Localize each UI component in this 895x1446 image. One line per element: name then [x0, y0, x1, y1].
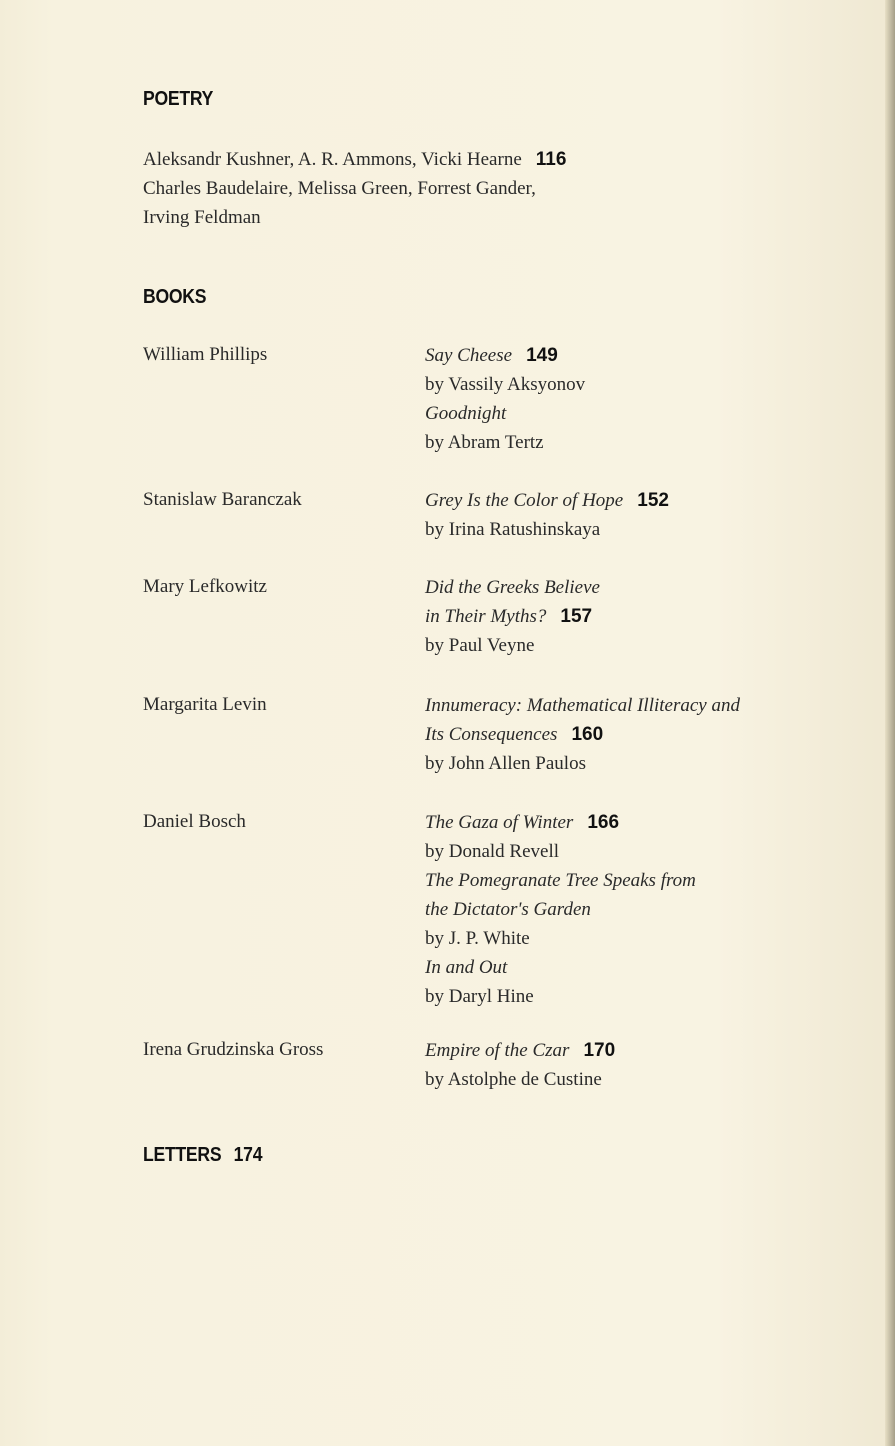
page-edge-shadow: [885, 0, 895, 1446]
book-title: The Gaza of Winter: [425, 812, 574, 833]
review-entries: [425, 573, 600, 660]
book-title-line: [425, 341, 585, 370]
book-author: by Abram Tertz: [425, 432, 544, 453]
books-heading: [143, 286, 206, 309]
reviewer-name: Irena Grudzinska Gross: [143, 1039, 324, 1060]
poetry-heading-label: POETRY: [143, 88, 214, 110]
book-author: by John Allen Paulos: [425, 753, 586, 774]
page-number: 170: [583, 1040, 616, 1061]
book-author: by Donald Revell: [425, 841, 560, 862]
book-title: Did the Greeks Believe: [425, 577, 600, 598]
book-title-line: [425, 602, 600, 631]
page-number: 166: [587, 812, 620, 833]
page-number: 152: [637, 490, 669, 511]
book-author: by Vassily Aksyonov: [425, 374, 586, 395]
book-title: Grey Is the Color of Hope: [425, 490, 624, 511]
poetry-list: [143, 145, 566, 232]
review-entries: [425, 341, 585, 457]
review-entries: [425, 1036, 615, 1094]
poetry-poets-1: Aleksandr Kushner, A. R. Ammons, Vicki Hearne: [143, 149, 522, 170]
reviewer-name: Stanislaw Baranczak: [143, 489, 302, 510]
reviewer-name: William Phillips: [143, 344, 268, 365]
review-entries: [425, 691, 740, 778]
book-author: by Astolphe de Custine: [425, 1069, 602, 1090]
reviewer-name: Mary Lefkowitz: [143, 576, 267, 597]
poetry-line-1: [143, 145, 566, 174]
books-heading-label: BOOKS: [143, 286, 207, 308]
book-title: Say Cheese: [425, 345, 513, 366]
poetry-line-3: Irving Feldman: [143, 207, 261, 228]
book-title-line: [425, 486, 669, 515]
book-title-line: [425, 808, 696, 837]
book-title: Innumeracy: Mathematical Illiteracy and: [425, 695, 740, 716]
book-title: Goodnight: [425, 403, 507, 424]
reviewer-name: Margarita Levin: [143, 694, 267, 715]
book-author: by Paul Veyne: [425, 635, 535, 656]
page-number: 157: [560, 606, 593, 627]
book-title-cont: in Their Myths?: [425, 606, 547, 627]
letters-heading: [143, 1144, 262, 1167]
book-title: The Pomegranate Tree Speaks from: [425, 870, 696, 891]
review-entries: [425, 808, 696, 1011]
book-title: Empire of the Czar: [425, 1040, 570, 1061]
book-title-cont: the Dictator's Garden: [425, 899, 591, 920]
book-title: In and Out: [425, 957, 508, 978]
reviewer-name: Daniel Bosch: [143, 811, 246, 832]
letters-page-number: 174: [233, 1144, 263, 1166]
page-number: 160: [571, 724, 604, 745]
book-author: by Daryl Hine: [425, 986, 534, 1007]
poetry-heading: [143, 88, 213, 111]
book-title-cont: Its Consequences: [425, 724, 558, 745]
page-number: 149: [526, 345, 558, 366]
book-author: by Irina Ratushinskaya: [425, 519, 601, 540]
review-entries: [425, 486, 669, 544]
book-title-line: [425, 1036, 615, 1065]
poetry-page-number: 116: [535, 149, 567, 170]
poetry-line-2: Charles Baudelaire, Melissa Green, Forrest Gander,: [143, 178, 536, 199]
book-author: by J. P. White: [425, 928, 530, 949]
letters-heading-label: LETTERS: [143, 1144, 222, 1166]
book-title-line: [425, 720, 740, 749]
